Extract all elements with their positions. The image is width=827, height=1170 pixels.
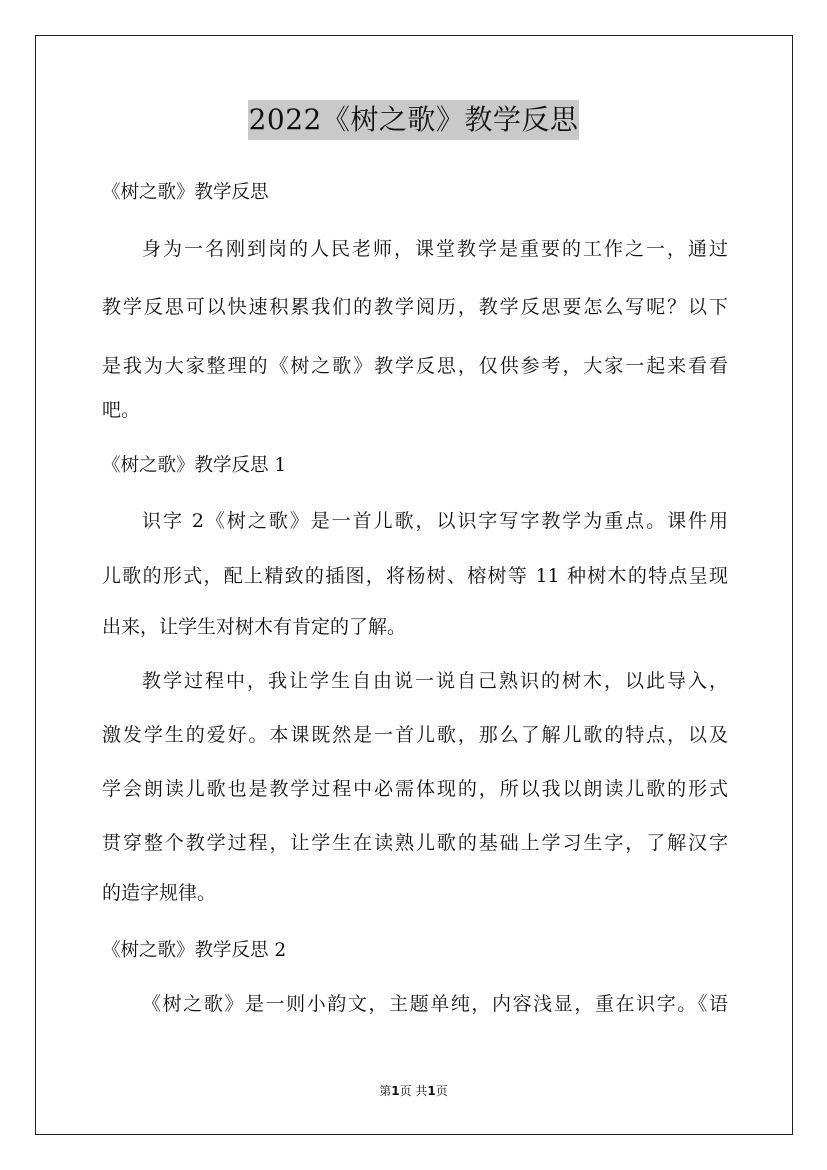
footer-mid: 页 共 bbox=[399, 1084, 428, 1098]
section-heading-2: 《树之歌》教学反思 2 bbox=[102, 940, 287, 961]
paragraph-line: 贯穿整个教学过程，让学生在读熟儿歌的基础上学习生字，了解汉字 bbox=[102, 832, 728, 854]
intro-line: 是我为大家整理的《树之歌》教学反思，仅供参考，大家一起来看看 bbox=[102, 355, 728, 377]
paragraph-line: 的造字规律。 bbox=[102, 882, 217, 904]
paragraph-line: 儿歌的形式，配上精致的插图，将杨树、榕树等 11 种树木的特点呈现 bbox=[102, 565, 728, 587]
page-footer bbox=[0, 1082, 827, 1100]
title-container bbox=[0, 100, 827, 140]
footer-prefix: 第 bbox=[379, 1084, 392, 1098]
section-heading-1: 《树之歌》教学反思 1 bbox=[102, 455, 287, 476]
footer-suffix: 页 bbox=[435, 1084, 448, 1098]
paragraph-line: 激发学生的爱好。本课既然是一首儿歌，那么了解儿歌的特点，以及 bbox=[102, 724, 728, 746]
document-title: 2022《树之歌》教学反思 bbox=[248, 100, 580, 140]
subtitle-heading: 《树之歌》教学反思 bbox=[102, 182, 269, 203]
intro-line: 教学反思可以快速积累我们的教学阅历，教学反思要怎么写呢？以下 bbox=[102, 296, 728, 318]
paragraph-line: 《树之歌》是一则小韵文，主题单纯，内容浅显，重在识字。《语 bbox=[142, 993, 728, 1015]
page-total: 1 bbox=[427, 1084, 436, 1098]
page-current: 1 bbox=[391, 1084, 400, 1098]
intro-line: 身为一名刚到岗的人民老师，课堂教学是重要的工作之一，通过 bbox=[142, 238, 728, 260]
paragraph-line: 学会朗读儿歌也是教学过程中必需体现的，所以我以朗读儿歌的形式 bbox=[102, 778, 728, 800]
paragraph-line: 教学过程中，我让学生自由说一说自己熟识的树木，以此导入， bbox=[142, 670, 728, 692]
paragraph-line: 识字 2《树之歌》是一首儿歌，以识字写字教学为重点。课件用 bbox=[142, 510, 728, 532]
paragraph-line: 出来，让学生对树木有肯定的了解。 bbox=[102, 616, 407, 638]
intro-line: 吧。 bbox=[102, 399, 141, 421]
